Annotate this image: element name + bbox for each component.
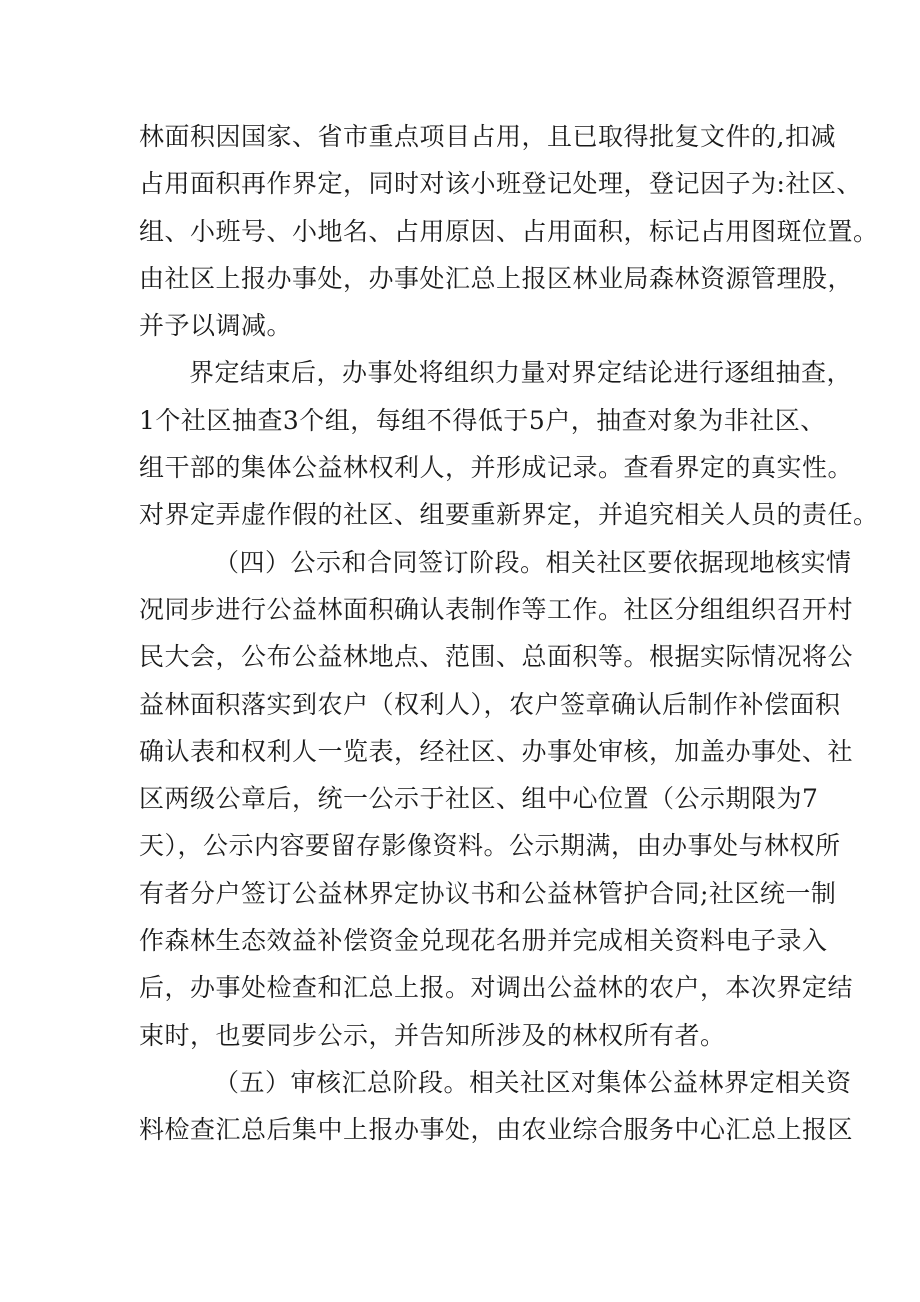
text-line: 后，办事处检查和汇总上报。对调出公益林的农户，本次界定结	[139, 973, 854, 1003]
text-line: 界定结束后，办事处将组织力量对界定结论进行逐组抽查，	[189, 358, 853, 388]
text-line: 确认表和权利人一览表，经社区、办事处审核，加盖办事处、社	[139, 736, 854, 766]
text-line: 占用面积再作界定，同时对该小班登记处理，登记因子为:社区、	[139, 169, 862, 199]
text-line: 料检查汇总后集中上报办事处，由农业综合服务中心汇总上报区	[139, 1115, 854, 1145]
text-line: 束时，也要同步公示，并告知所涉及的林权所有者。	[139, 1020, 726, 1050]
text-line: 益林面积落实到农户（权利人），农户签章确认后制作补偿面积	[139, 689, 841, 719]
paragraph-publicity-contract	[139, 539, 854, 1059]
paragraph-review-summary	[139, 1059, 854, 1154]
text-line: 林面积因国家、省市重点项目占用，且已取得批复文件的,扣减	[139, 122, 836, 151]
text-line: 对界定弄虚作假的社区、组要重新界定，并追究相关人员的责任。	[139, 500, 879, 530]
text-line: 区两级公章后，统一公示于社区、组中心位置（公示期限为7	[139, 784, 819, 814]
text-line: 并予以调减。	[139, 311, 293, 341]
document-body	[139, 113, 879, 1154]
text-line: 作森林生态效益补偿资金兑现花名册并完成相关资料电子录入	[139, 926, 828, 956]
text-line: （五）审核汇总阶段。相关社区对集体公益林界定相关资	[214, 1067, 852, 1097]
text-line: 1个社区抽查3个组，每组不得低于5户，抽查对象为非社区、	[139, 405, 826, 435]
text-line: 由社区上报办事处，办事处汇总上报区林业局森林资源管理股，	[139, 263, 854, 293]
text-line: 天），公示内容要留存影像资料。公示期满，由办事处与林权所	[139, 831, 841, 861]
text-line: 况同步进行公益林面积确认表制作等工作。社区分组组织召开村	[139, 594, 854, 624]
text-line: （四）公示和合同签订阶段。相关社区要依据现地核实情	[214, 547, 852, 577]
text-line: 有者分户签订公益林界定协议书和公益林管护合同;社区统一制	[139, 878, 837, 908]
paragraph-spot-check	[139, 349, 879, 538]
text-line: 组干部的集体公益林权利人，并形成记录。查看界定的真实性。	[139, 453, 854, 483]
text-line: 组、小班号、小地名、占用原因、占用面积，标记占用图斑位置。	[139, 216, 879, 246]
paragraph-deduction	[139, 113, 879, 349]
text-line: 民大会，公布公益林地点、范围、总面积等。根据实际情况将公	[139, 642, 854, 672]
